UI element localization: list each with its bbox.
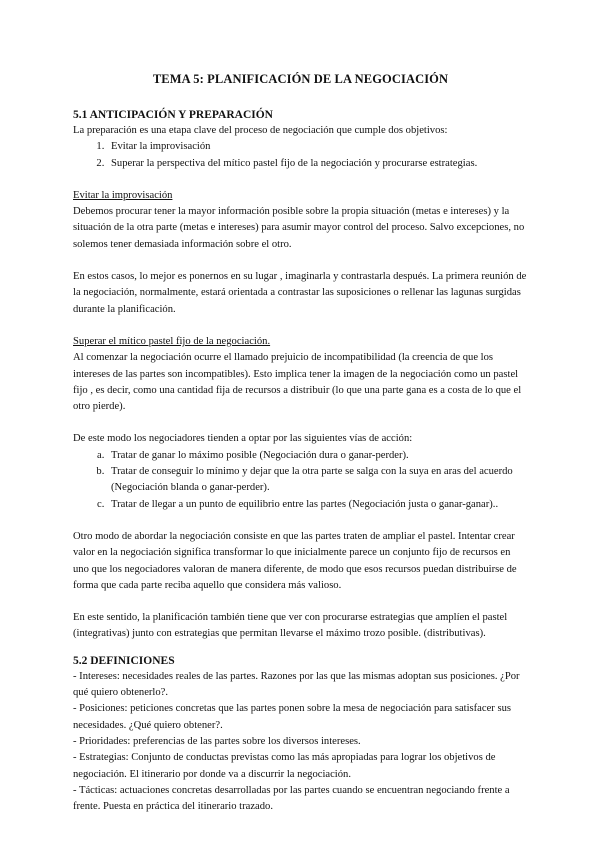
document-title: TEMA 5: PLANIFICACIÓN DE LA NEGOCIACIÓN	[152, 72, 449, 86]
section-heading-anticipacion: 5.1 ANTICIPACIÓN Y PREPARACIÓN	[73, 109, 273, 121]
definition-item: - Prioridades: preferencias de las partes sobre los diversos intereses.	[73, 735, 361, 747]
option-item: b. Tratar de conseguir lo mínimo y dejar que la otra parte se salga con la suya en aras del acuerdo (Negociación blanda o ganar-perder).	[107, 464, 528, 497]
definition-item: - Posiciones: peticiones concretas que las partes ponen sobre la mesa de negociación para satisfacer sus necesidades. ¿Qué quiero obtener?.	[73, 703, 512, 731]
option-item: a. Tratar de ganar lo máximo posible (Negociación dura o ganar-perder).	[107, 448, 528, 464]
definition-item: - Intereses: necesidades reales de las partes. Razones por las que las mismas adoptan sus posiciones. ¿Por qué quiero obtenerlo?.	[73, 670, 520, 699]
paragraph: De este modo los negociadores tienden a optar por las siguientes vías de acción:	[73, 433, 413, 445]
paragraph: En estos casos, lo mejor es ponernos en su lugar , imaginarla y contrastarla después. La primera reunión de la negociación, normalmente, estará orientada a contrastar las suposiciones o rellenar las lagunas surgidas durante la planificación.	[73, 271, 527, 315]
options-list	[73, 448, 528, 513]
section-intro: La preparación es una etapa clave del proceso de negociación que cumple dos objetivos:	[73, 125, 448, 136]
paragraph: En este sentido, la planificación también tiene que ver con procurarse estrategias que amplíen el pastel (integrativas) junto con estrategias que permitan llevarse el máximo trozo posible. (distributivas).	[73, 612, 508, 640]
section-heading-definiciones: 5.2 DEFINICIONES	[73, 654, 175, 667]
option-item: c. Tratar de llegar a un punto de equilibrio entre las partes (Negociación justa o ganar-ganar)..	[107, 497, 528, 513]
objectives-list	[73, 139, 528, 172]
paragraph: Debemos procurar tener la mayor información posible sobre la propia situación (metas e intereses) y la situación de la otra parte (metas e intereses) para asumir mayor control del proceso. Salvo excepciones, no solemos tener demasiada información sobre el otro.	[73, 206, 525, 250]
definitions-list	[73, 669, 528, 816]
definition-item: - Tácticas: actuaciones concretas desarrolladas por las partes cuando se encuentran negociando frente a frente. Puesta en práctica del itinerario trazado.	[73, 784, 510, 813]
objective-item: 1. Evitar la improvisación	[107, 139, 528, 155]
objective-item: 2. Superar la perspectiva del mítico pastel fijo de la negociación y procurarse estrategias.	[107, 156, 528, 172]
subsection-title-evitar: Evitar la improvisación	[73, 189, 173, 201]
definition-item: - Estrategias: Conjunto de conductas previstas como las más apropiadas para lograr los objetivos de negociación. El itinerario por donde va a discurrir la negociación.	[73, 752, 496, 780]
paragraph: Al comenzar la negociación ocurre el llamado prejuicio de incompatibilidad (la creencia de que los intereses de las partes son incompatibles). Esto implica tener la imagen de la negociación como un pastel fijo , es decir, como una cantidad fija de recursos a distribuir (lo que una parte gana es a costa de lo que el otro pierde).	[73, 352, 522, 413]
paragraph: Otro modo de abordar la negociación consiste en que las partes traten de ampliar el pastel. Intentar crear valor en la negociación significa transformar lo que inicialmente parece un conjunto fijo de recursos en uno que los negociadores valoran de manera diferente, de modo que esos recursos puedan distribuirse de forma que cada parte reciba aquello que considera más valioso.	[73, 530, 517, 591]
subsection-title-pastel: Superar el mítico pastel fijo de la negociación.	[73, 335, 271, 347]
